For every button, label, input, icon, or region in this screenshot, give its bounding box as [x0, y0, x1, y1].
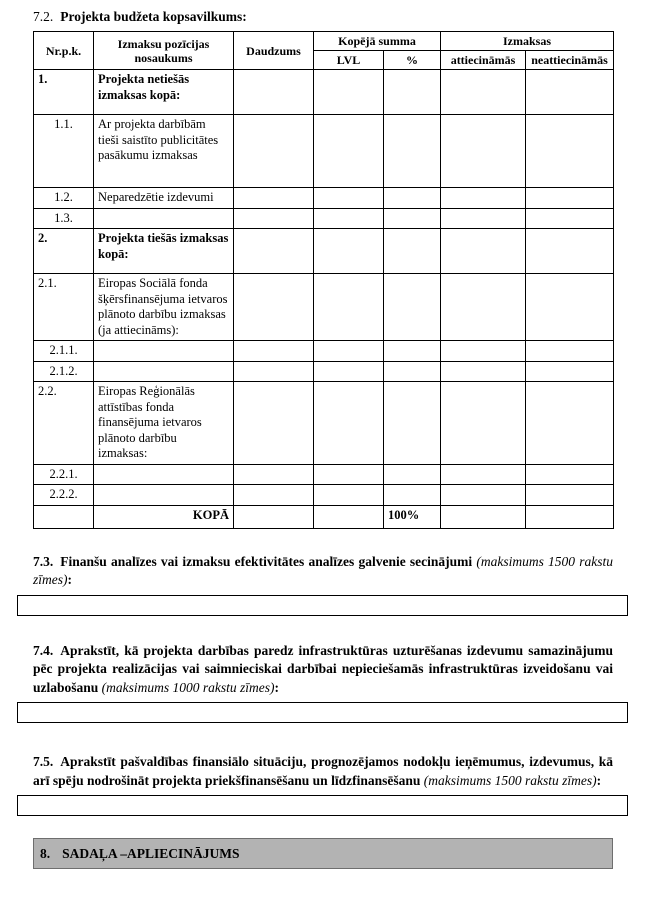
table-row — [34, 274, 614, 341]
quantity-cell[interactable] — [234, 505, 314, 528]
quantity-cell[interactable] — [234, 485, 314, 506]
budget-summary-table — [33, 31, 614, 529]
ineligible-cost-cell[interactable] — [526, 382, 614, 465]
header-position-name: Izmaksu pozīcijas nosaukums — [94, 32, 234, 70]
ineligible-cost-cell[interactable] — [526, 361, 614, 382]
section-8-number: 8. — [40, 845, 51, 861]
quantity-cell[interactable] — [234, 464, 314, 485]
section-7-3-text: Finanšu analīzes vai izmaksu efektivitātes analīzes galvenie secinājumi — [60, 553, 473, 569]
percent-cell[interactable] — [384, 70, 441, 115]
section-7-5-text: Aprakstīt pašvaldības finansiālo situāciju, prognozējamos nodokļu ieņēmumus, izdevumus, kā arī spēju nodrošināt projekta priekšfinansēšanu un līdzfinansēšanu — [33, 754, 613, 788]
eligible-cost-cell[interactable] — [441, 382, 526, 465]
percent-cell[interactable] — [384, 115, 441, 188]
percent-cell[interactable] — [384, 382, 441, 465]
row-name-cell[interactable] — [94, 464, 234, 485]
quantity-cell[interactable] — [234, 188, 314, 209]
quantity-cell[interactable] — [234, 361, 314, 382]
section-7-4-text: Aprakstīt, kā projekta darbības paredz infrastruktūras uzturēšanas izdevumu samazinājumu pēc projekta realizācijas vai saimnieciskai darbībai nepieciešamās infrastruktūras izveidošanu vai uzlabošanu — [33, 642, 613, 695]
total-percent-cell: 100% — [384, 505, 441, 528]
eligible-cost-cell[interactable] — [441, 229, 526, 274]
row-name-cell[interactable] — [94, 485, 234, 506]
percent-cell[interactable] — [384, 274, 441, 341]
header-nr: Nr.p.k. — [34, 32, 94, 70]
lvl-cell[interactable] — [314, 485, 384, 506]
quantity-cell[interactable] — [234, 229, 314, 274]
row-name-cell: Eiropas Reģionālās attīstības fonda finansējuma ietvaros plānoto darbību izmaksas: — [94, 382, 234, 465]
lvl-cell[interactable] — [314, 361, 384, 382]
header-lvl: LVL — [314, 51, 384, 70]
table-row — [34, 485, 614, 506]
ineligible-cost-cell[interactable] — [526, 274, 614, 341]
row-nr-cell — [34, 505, 94, 528]
row-nr-cell: 2.2.2. — [34, 485, 94, 506]
table-row — [34, 382, 614, 465]
row-nr-cell: 1.3. — [34, 208, 94, 229]
row-name-cell: Eiropas Sociālā fonda šķērsfinansējuma ietvaros plānoto darbību izmaksas (ja attiecināms): — [94, 274, 234, 341]
ineligible-cost-cell[interactable] — [526, 208, 614, 229]
row-nr-cell: 2.2. — [34, 382, 94, 465]
lvl-cell[interactable] — [314, 274, 384, 341]
row-nr-cell: 1.1. — [34, 115, 94, 188]
lvl-cell[interactable] — [314, 505, 384, 528]
row-nr-cell: 2. — [34, 229, 94, 274]
header-ineligible: neattiecināmās — [526, 51, 614, 70]
lvl-cell[interactable] — [314, 115, 384, 188]
table-row — [34, 188, 614, 209]
section-7-5-number: 7.5. — [33, 754, 54, 769]
section-7-4-note: (maksimums 1000 rakstu zīmes) — [101, 679, 275, 695]
table-row — [34, 361, 614, 382]
section-7-3-paragraph — [33, 553, 613, 590]
row-nr-cell: 2.1. — [34, 274, 94, 341]
ineligible-cost-cell[interactable] — [526, 464, 614, 485]
section-8-header-banner — [33, 838, 613, 869]
quantity-cell[interactable] — [234, 341, 314, 362]
ineligible-cost-cell[interactable] — [526, 229, 614, 274]
ineligible-cost-cell[interactable] — [526, 70, 614, 115]
eligible-cost-cell[interactable] — [441, 464, 526, 485]
row-nr-cell: 2.2.1. — [34, 464, 94, 485]
ineligible-cost-cell[interactable] — [526, 341, 614, 362]
row-name-cell[interactable] — [94, 208, 234, 229]
section-7-2-title: Projekta budžeta kopsavilkums: — [60, 9, 247, 24]
eligible-cost-cell[interactable] — [441, 485, 526, 506]
ineligible-cost-cell[interactable] — [526, 115, 614, 188]
section-7-3-colon: : — [67, 572, 72, 587]
row-name-cell: Ar projekta darbībām tieši saistīto publicitātes pasākumu izmaksas — [94, 115, 234, 188]
table-row — [34, 464, 614, 485]
section-7-3-number: 7.3. — [33, 553, 54, 569]
ineligible-cost-cell[interactable] — [526, 188, 614, 209]
percent-cell[interactable] — [384, 188, 441, 209]
eligible-cost-cell[interactable] — [441, 70, 526, 115]
eligible-cost-cell[interactable] — [441, 188, 526, 209]
section-7-5-paragraph — [33, 753, 613, 790]
row-name-cell: Neparedzētie izdevumi — [94, 188, 234, 209]
row-nr-cell: 2.1.1. — [34, 341, 94, 362]
quantity-cell[interactable] — [234, 274, 314, 341]
total-label-cell: KOPĀ — [94, 505, 234, 528]
ineligible-cost-cell[interactable] — [526, 505, 614, 528]
eligible-cost-cell[interactable] — [441, 274, 526, 341]
lvl-cell[interactable] — [314, 70, 384, 115]
lvl-cell[interactable] — [314, 208, 384, 229]
header-total-sum: Kopējā summa — [314, 32, 441, 51]
lvl-cell[interactable] — [314, 382, 384, 465]
table-row — [34, 341, 614, 362]
quantity-cell[interactable] — [234, 208, 314, 229]
lvl-cell[interactable] — [314, 188, 384, 209]
table-row — [34, 115, 614, 188]
section-7-2-number: 7.2. — [33, 9, 54, 24]
percent-cell[interactable] — [384, 208, 441, 229]
ineligible-cost-cell[interactable] — [526, 485, 614, 506]
text-field-7-4[interactable] — [17, 702, 628, 723]
text-field-7-3[interactable] — [17, 595, 628, 616]
header-eligible: attiecināmās — [441, 51, 526, 70]
section-7-2-heading — [33, 8, 612, 25]
section-7-3-note: (maksimums 1500 rakstu zīmes) — [33, 553, 613, 587]
table-header-row-top — [34, 32, 614, 51]
row-name-cell[interactable] — [94, 361, 234, 382]
row-nr-cell: 1.2. — [34, 188, 94, 209]
section-7-4-number: 7.4. — [33, 642, 54, 658]
row-nr-cell: 2.1.2. — [34, 361, 94, 382]
row-nr-cell: 1. — [34, 70, 94, 115]
percent-cell[interactable] — [384, 361, 441, 382]
text-field-7-5[interactable] — [17, 795, 628, 816]
percent-cell[interactable] — [384, 229, 441, 274]
section-8-title: SADAĻA –APLIECINĀJUMS — [62, 845, 240, 861]
eligible-cost-cell[interactable] — [441, 361, 526, 382]
quantity-cell[interactable] — [234, 70, 314, 115]
row-name-cell: Projekta netiešās izmaksas kopā: — [94, 70, 234, 115]
section-7-5-note: (maksimums 1500 rakstu zīmes) — [423, 772, 597, 788]
header-costs: Izmaksas — [441, 32, 614, 51]
section-7-5-colon: : — [596, 772, 602, 788]
quantity-cell[interactable] — [234, 382, 314, 465]
table-row — [34, 229, 614, 274]
percent-cell[interactable] — [384, 464, 441, 485]
row-name-cell[interactable] — [94, 341, 234, 362]
lvl-cell[interactable] — [314, 229, 384, 274]
eligible-cost-cell[interactable] — [441, 208, 526, 229]
eligible-cost-cell[interactable] — [441, 341, 526, 362]
section-7-4-paragraph — [33, 642, 613, 698]
quantity-cell[interactable] — [234, 115, 314, 188]
eligible-cost-cell[interactable] — [441, 115, 526, 188]
percent-cell[interactable] — [384, 485, 441, 506]
percent-cell[interactable] — [384, 341, 441, 362]
header-quantity: Daudzums — [234, 32, 314, 70]
row-name-cell: Projekta tiešās izmaksas kopā: — [94, 229, 234, 274]
section-7-4-colon: : — [274, 679, 280, 695]
eligible-cost-cell[interactable] — [441, 505, 526, 528]
table-row — [34, 208, 614, 229]
header-percent: % — [384, 51, 441, 70]
lvl-cell[interactable] — [314, 341, 384, 362]
table-row — [34, 70, 614, 115]
lvl-cell[interactable] — [314, 464, 384, 485]
table-total-row — [34, 505, 614, 528]
